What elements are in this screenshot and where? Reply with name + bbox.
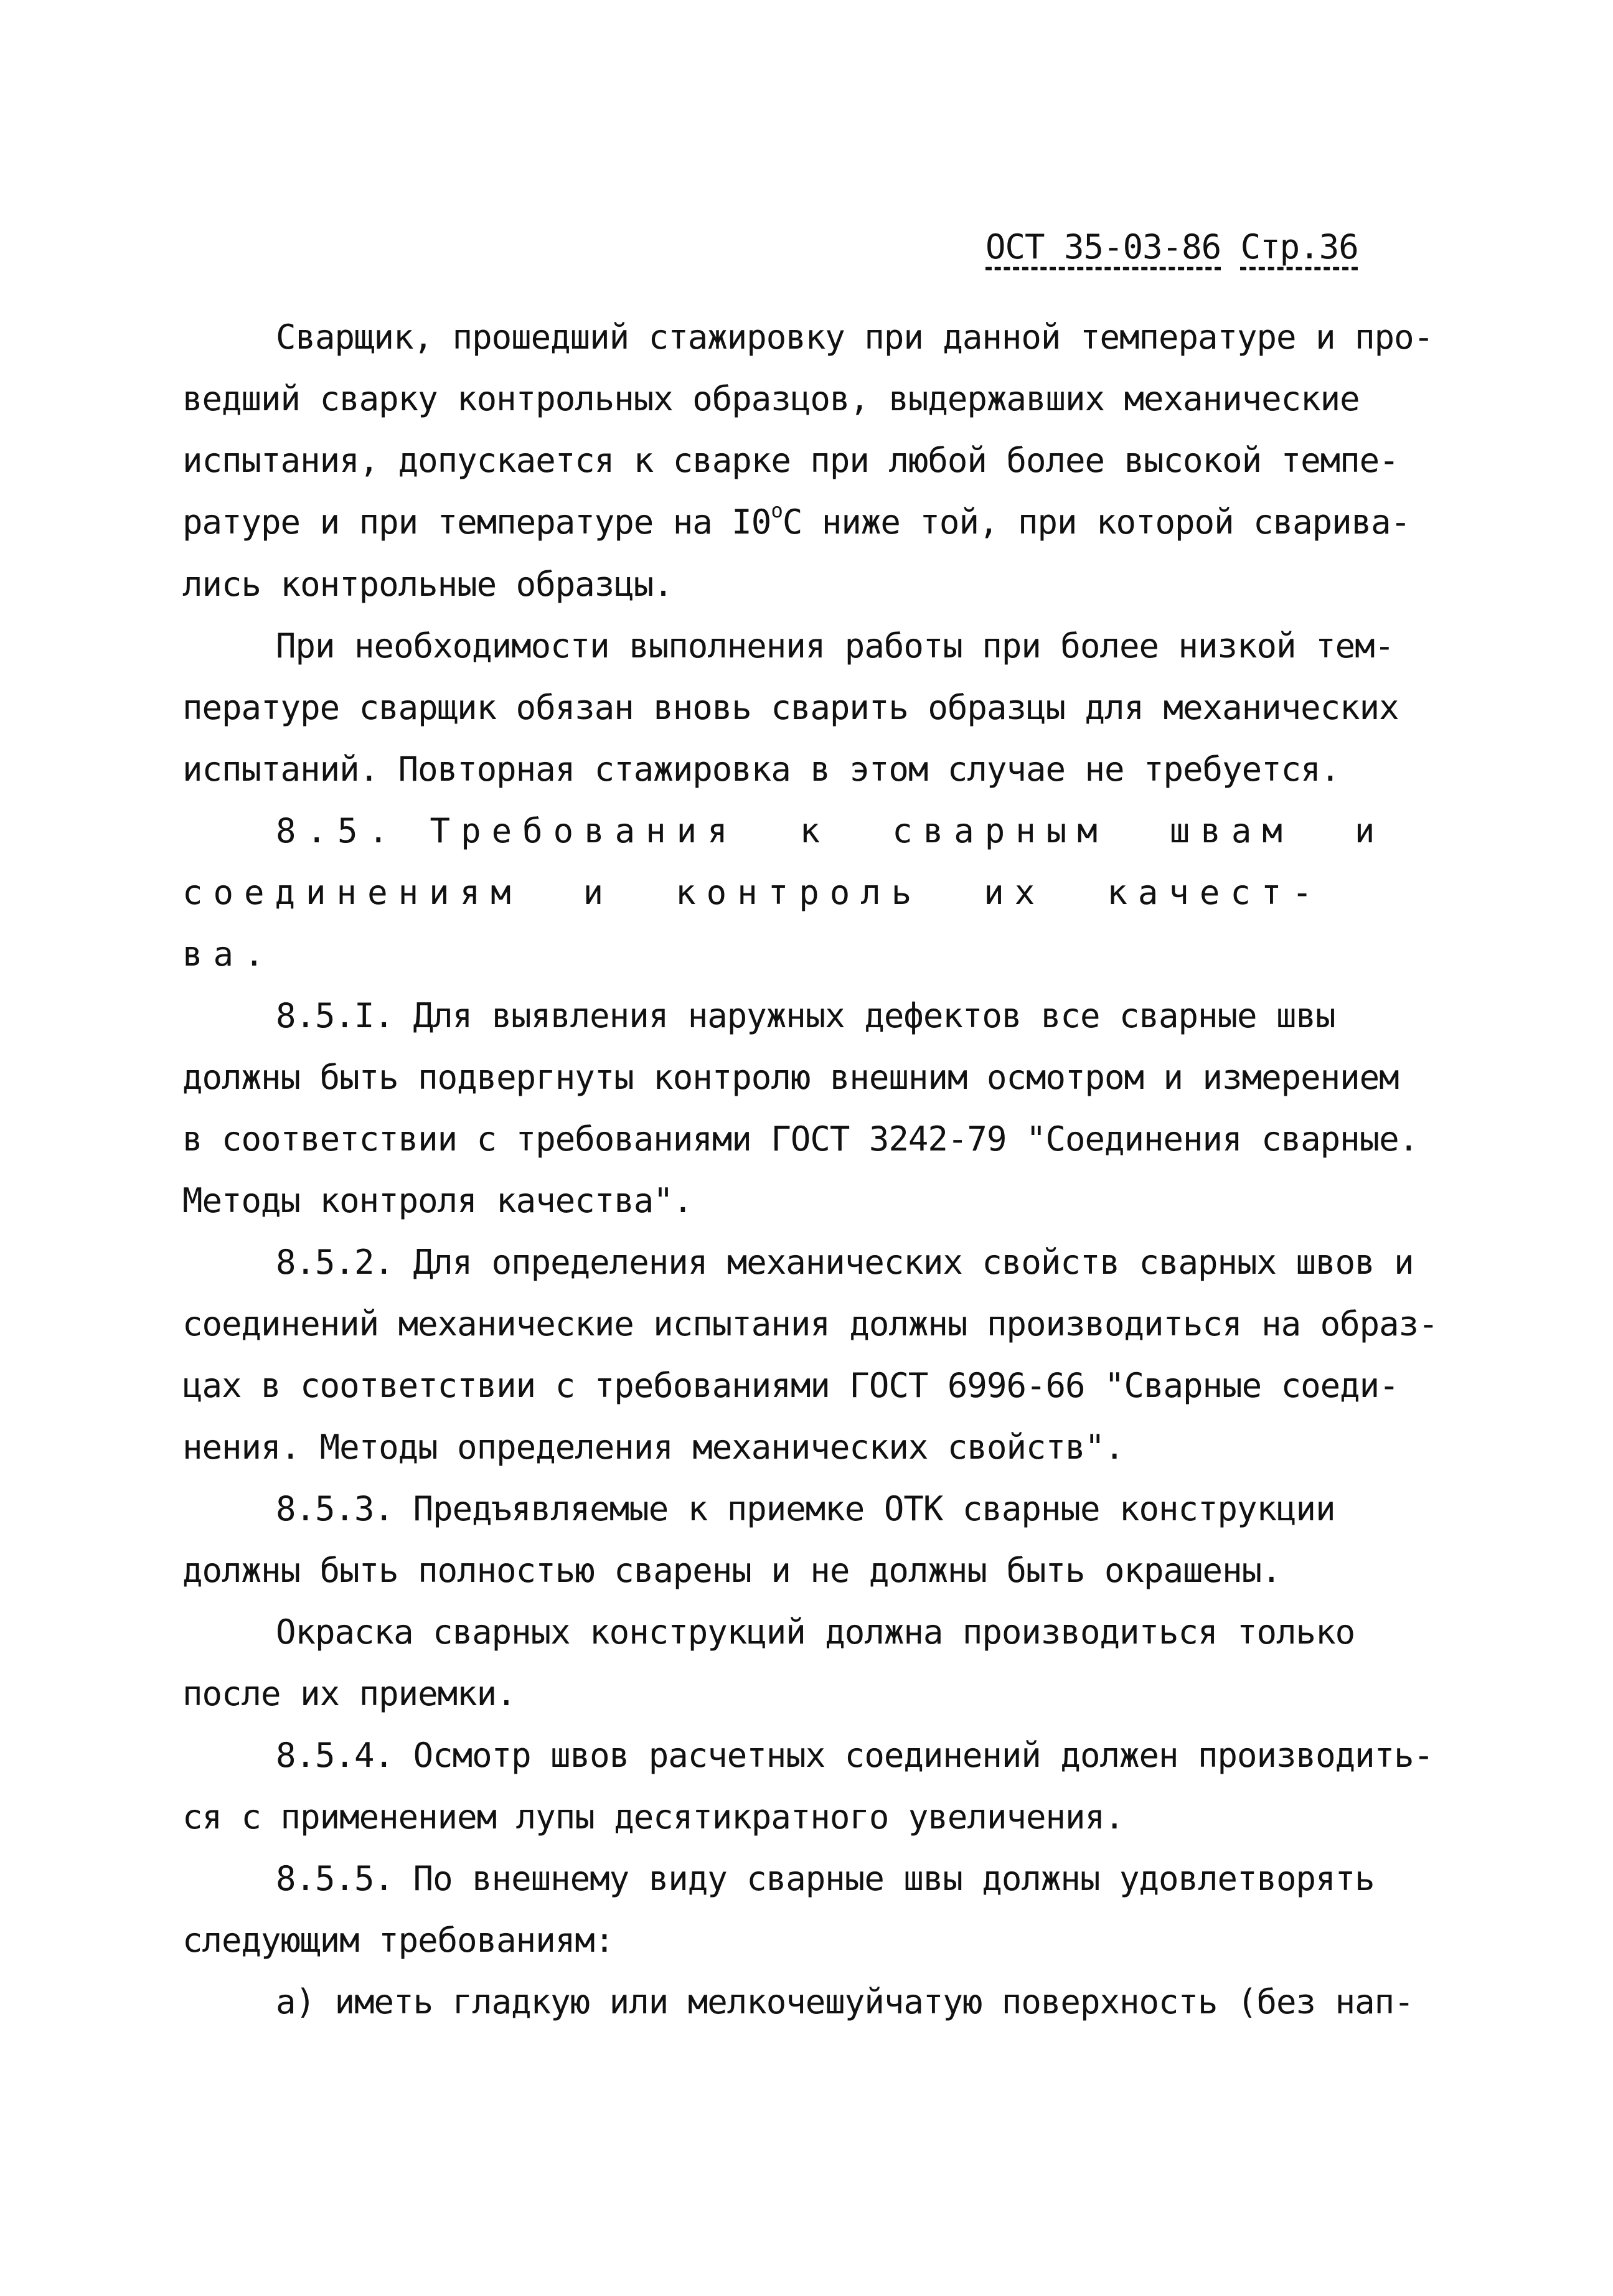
- text-line: При необходимости выполнения работы при более низкой тем-: [276, 626, 1394, 666]
- text-line: ся с применением лупы десятикратного увеличения.: [182, 1797, 1124, 1837]
- text-line: лись контрольные образцы.: [182, 565, 673, 604]
- text-line: после их приемки.: [182, 1674, 516, 1713]
- text-line: ведший сварку контрольных образцов, выдержавших механические: [182, 379, 1360, 418]
- text-line: 8.5.5. По внешнему виду сварные швы должны удовлетворять: [276, 1859, 1375, 1898]
- section-heading-line: соединениям и контроль их качест-: [182, 873, 1323, 912]
- text-line: 8.5.3. Предъявляемые к приемке ОТК сварные конструкции: [276, 1489, 1335, 1528]
- text-line: нения. Методы определения механических свойств".: [182, 1428, 1124, 1467]
- text-line: 8.5.4. Осмотр швов расчетных соединений должен производить-: [276, 1736, 1434, 1775]
- text-line: а) иметь гладкую или мелкочешуйчатую поверхность (без нап-: [276, 1982, 1414, 2021]
- text-line: должны быть подвергнуты контролю внешним осмотром и измерением: [182, 1058, 1399, 1097]
- page-number: Стр.36: [1240, 227, 1358, 266]
- text-fragment: C ниже той, при которой сварива-: [782, 502, 1411, 542]
- text-fragment: ратуре и при температуре на I0: [182, 502, 771, 542]
- text-line: Сварщик, прошедший стажировку при данной температуре и про-: [276, 318, 1434, 357]
- text-line: следующим требованиям:: [182, 1921, 614, 1960]
- text-line: 8.5.I. Для выявления наружных дефектов все сварные швы: [276, 996, 1335, 1035]
- text-line: пературе сварщик обязан вновь сварить образцы для механических: [182, 688, 1399, 727]
- text-line: 8.5.2. Для определения механических свойств сварных швов и: [276, 1243, 1414, 1282]
- text-line: цах в соответствии с требованиями ГОСТ 6996-66 "Сварные соеди-: [182, 1366, 1399, 1405]
- text-line: соединений механические испытания должны производиться на образ-: [182, 1304, 1438, 1343]
- degree-sign: o: [771, 499, 783, 523]
- document-code: ОСТ 35-03-86: [985, 227, 1221, 266]
- text-line-temperature: [182, 499, 1411, 542]
- section-heading-line: 8.5. Требования к сварным швам и: [276, 811, 1386, 850]
- text-line: Окраска сварных конструкций должна производиться только: [276, 1612, 1355, 1652]
- text-line: испытаний. Повторная стажировка в этом случае не требуется.: [182, 750, 1340, 789]
- text-line: в соответствии с требованиями ГОСТ 3242-79 "Соединения сварные.: [182, 1119, 1419, 1159]
- text-line: должны быть полностью сварены и не должны быть окрашены.: [182, 1551, 1281, 1590]
- section-heading-line: ва.: [182, 934, 275, 974]
- page-header: [985, 227, 1358, 266]
- text-line: Методы контроля качества".: [182, 1181, 693, 1220]
- text-line: испытания, допускается к сварке при любой более высокой темпе-: [182, 441, 1399, 480]
